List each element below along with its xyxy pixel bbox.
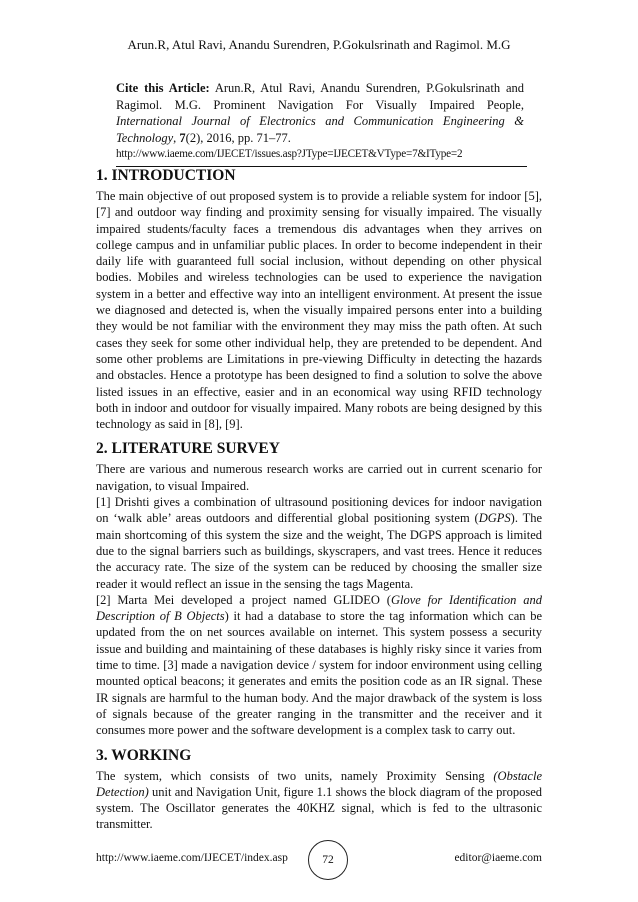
lit-paragraph-1: There are various and numerous research works are carried out in current scenario for navigation, to visual Impaired. (96, 462, 542, 493)
citation-block (116, 80, 524, 167)
article-body (96, 166, 542, 840)
page-number: 72 (322, 854, 334, 866)
working-paragraph (96, 768, 542, 833)
section-heading-literature-survey: 2. LITERATURE SURVEY (96, 440, 280, 458)
lit-p2-emphasis: DGPS (478, 511, 511, 526)
citation-journal: International Journal of Electronics and Communication Engineering & Technology (116, 114, 524, 145)
citation-url-link[interactable]: http://www.iaeme.com/IJECET/issues.asp?JType=IJECET&VType=7&IType=2 (116, 146, 527, 167)
lit-p3-emphasis: Glove for Identification and Description of B Objects (96, 592, 542, 624)
section-literature-survey (96, 439, 542, 738)
running-header-authors: Arun.R, Atul Ravi, Anandu Surendren, P.Gokulsrinath and Ragimol. M.G (127, 37, 511, 52)
work-p1-text-b: unit and Navigation Unit, figure 1.1 shows the block diagram of the proposed system. The Oscillator generates the 40KHZ signal, which is fed to the ultrasonic transmitter. (96, 784, 542, 832)
section-introduction (96, 166, 542, 432)
section-heading-working: 3. WORKING (96, 746, 192, 764)
work-p1-text-a: The system, which consists of two units, namely Proximity Sensing (96, 768, 494, 783)
work-p1-emphasis: (Obstacle Detection) (96, 768, 542, 799)
footer-url-link[interactable]: http://www.iaeme.com/IJECET/index.asp (96, 852, 288, 864)
citation-authors: Arun.R, Atul Ravi, Anandu Surendren, P.Gokulsrinath and Ragimol. M.G. Prominent Navigation For Visually Impaired People, (116, 81, 524, 112)
lit-p3-text-a: [2] Marta Mei developed a project named GLIDEO ( (96, 592, 391, 607)
lit-paragraph-3 (96, 592, 542, 739)
lit-p2-text-a: [1] Drishti gives a combination of ultrasound positioning devices for indoor navigation on ‘walk able’ areas outdoors and differential global positioning system ( (96, 495, 542, 526)
lit-paragraph-2 (96, 494, 542, 592)
section-working (96, 746, 542, 833)
footer-email-link[interactable]: editor@iaeme.com (454, 852, 542, 864)
citation-label: Cite this Article: (116, 81, 210, 95)
citation-volume-pre: , (173, 130, 180, 145)
citation-volume: 7 (179, 130, 186, 145)
page-number-badge (308, 840, 348, 880)
lit-p3-text-b: ) it had a database to store the tag information which can be updated from the on net sources available on internet. This system possess a security issue and building and maintaining of these databases is highly risky since it varies from time to time. [3] made a navigation device / system for indoor environment using celling mounted optical beacons; it generates and emits the position code as an IR signal. These IR signals are harmful to the human body. And the major drawback of the system is loss of signals because of the greater ranging in the transmitter and the receiver and it consumes more power and the software development is a complex task to carry out. (96, 609, 542, 738)
intro-paragraph: The main objective of out proposed system is to provide a reliable system for indoor [5], [7] and outdoor way finding and proximity sensing for visually impaired. The visually impaired students/faculty faces a tremendous dis advantages when they arrives on college campus and in unfamiliar public places. In order to become independent in their daily life with guaranteed full social inclusion, without depending on other physical bodies. Mobiles and wireless technologies can be used to experience the navigation system in a better and effective way into an intelligent environment. At present the issue we diagnosed and detected is, when the visually impaired persons enter into a building they would be not familiar with the environment they may miss the path often. At such cases they seek for some other individual help, they are pretended to be dependent. And some other problems are Limitations in pre-viewing Difficulty in detecting the hazards and obstacles. Hence a prototype has been designed to find a solution to solve the above listed issues in an effective, easier and in an economical way using RFID technology both in indoor and outdoor for visually impaired. Many robots are being designed by this technology as said in [8], [9]. (96, 189, 542, 432)
citation-issue-pages: (2), 2016, pp. 71–77. (185, 130, 291, 145)
section-heading-introduction: 1. INTRODUCTION (96, 167, 236, 184)
lit-p2-text-b: ). The main shortcoming of this system the size and the weight, The DGPS approach is limited due to the signal barriers such as buildings, skyscrapers, and vast trees. Hence it reduces the accuracy rate. The size of the system can be reduced by choosing the smaller size reader it would reflect an issue in the sensing the tags Magenta. (96, 511, 543, 591)
